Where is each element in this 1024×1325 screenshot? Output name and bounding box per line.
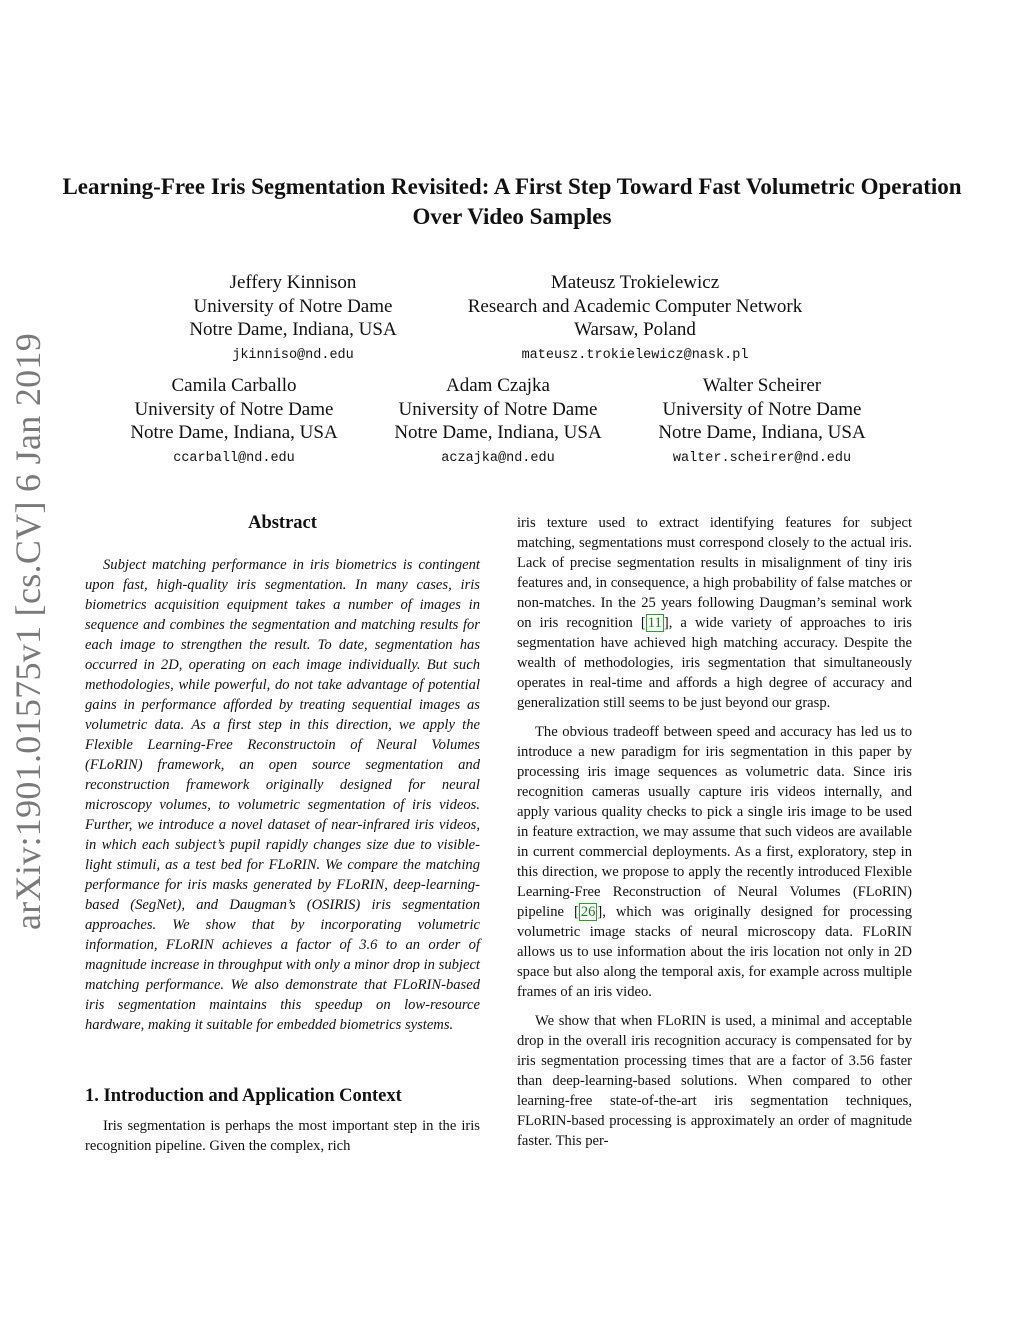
paragraph-text: The obvious tradeoff between speed and accuracy has led us to introduce a new paradigm for iris segmentation in this paper by processing iris image sequences as volumetric data. Since iris recognition cameras usually capture iris videos internally, and apply various quality checks to pick a single iris image to be used in feature extraction, we may assume that such videos are available in current commercial deployments. As a first, exploratory, step in this direction, we propose to apply the recently introduced Flexible Learning-Free Reconstruction of Neural Volumes (FLoRIN) pipeline [ [517, 724, 912, 920]
author-location: Warsaw, Poland [574, 319, 696, 340]
author-name: Mateusz Trokielewicz [550, 272, 720, 293]
author-affiliation: University of Notre Dame [193, 295, 393, 317]
author-block-3 [115, 374, 353, 470]
body-paragraph [517, 513, 912, 713]
author-block-1 [175, 271, 411, 367]
paper-title: Learning-Free Iris Segmentation Revisited: A First Step Toward Fast Volumetric Operation Over Video Samples [62, 174, 962, 229]
body-paragraph: We show that when FLoRIN is used, a minimal and acceptable drop in the overall iris recognition accuracy is compensated for by iris segmentation processing times that are a factor of 3.56 faster than deep-learning-based solutions. When compared to other learning-free state-of-the-art iris segmentation techniques, FLoRIN-based processing is approximately an order of magnitude faster. This per- [517, 1013, 912, 1149]
author-name: Walter Scheirer [702, 375, 822, 396]
author-email[interactable]: ccarball@nd.edu [173, 450, 295, 466]
author-block-5 [643, 374, 881, 470]
paragraph-text: ], a wide variety of approaches to iris segmentation have achieved high matching accuracy. Despite the wealth of methodologies, iris segmentation that simultaneously operates in real-time and affords a high degree of accuracy and generalization still seems to be just beyond our grasp. [517, 615, 912, 711]
right-column [517, 513, 912, 1160]
author-name: Adam Czajka [446, 375, 550, 396]
author-affiliation: University of Notre Dame [662, 398, 862, 420]
author-affiliation: University of Notre Dame [398, 398, 598, 420]
introduction-heading: 1. Introduction and Application Context [85, 1086, 402, 1106]
paragraph-text: iris texture used to extract identifying features for subject matching, segmentations must correspond closely to the actual iris. Lack of precise segmentation results in misalignment of tiny iris features and, in consequence, a high probability of false matches or non-matches. In the 25 years following Daugman’s seminal work on iris recognition [ [517, 515, 912, 631]
author-affiliation: University of Notre Dame [134, 398, 334, 420]
introduction-paragraph: Iris segmentation is perhaps the most important step in the iris recognition pipeline. Given the complex, rich [85, 1118, 480, 1154]
author-location: Notre Dame, Indiana, USA [658, 422, 866, 443]
abstract-heading: Abstract [248, 513, 317, 533]
author-location: Notre Dame, Indiana, USA [130, 422, 338, 443]
author-block-4 [379, 374, 617, 470]
author-email[interactable]: aczajka@nd.edu [441, 450, 555, 466]
author-name: Jeffery Kinnison [229, 272, 357, 293]
author-location: Notre Dame, Indiana, USA [189, 319, 397, 340]
author-block-2 [445, 271, 825, 367]
author-email[interactable]: walter.scheirer@nd.edu [672, 450, 852, 466]
body-paragraph [517, 722, 912, 1002]
left-column [85, 510, 480, 1156]
arxiv-identifier-stamp: arXiv:1901.01575v1 [cs.CV] 6 Jan 2019 [8, 332, 48, 930]
author-location: Notre Dame, Indiana, USA [394, 422, 602, 443]
introduction-section [85, 1083, 480, 1156]
citation-link[interactable]: 11 [647, 615, 662, 631]
author-email[interactable]: mateusz.trokielewicz@nask.pl [521, 347, 749, 363]
abstract-body: Subject matching performance in iris biometrics is contingent upon fast, high-quality iris segmentation. In many cases, iris biometrics acquisition equipment takes a number of images in sequence and combines the segmentation and matching results for each image to strengthen the result. To date, segmentation has occurred in 2D, operating on each image individually. But such methodologies, while powerful, do not take advantage of potential gains in performance afforded by treating sequential images as volumetric data. As a first step in this direction, we apply the Flexible Learning-Free Reconstructoin of Neural Volumes (FLoRIN) framework, an open source segmentation and reconstruction framework originally designed for neural microscopy volumes, to volumetric segmentation of iris videos. Further, we introduce a novel dataset of near-infrared iris videos, in which each subject’s pupil rapidly changes size due to visible-light stimuli, as a test bed for FLoRIN. We compare the matching performance for iris masks generated by FLoRIN, deep-learning-based (SegNet), and Daugman’s (OSIRIS) iris segmentation approaches. We show that by incorporating volumetric information, FLoRIN achieves a factor of 3.6 to an order of magnitude increase in throughput with only a minor drop in subject matching performance. We also demonstrate that FLoRIN-based iris segmentation maintains this speedup on low-resource hardware, making it suitable for embedded biometrics systems. [85, 557, 480, 1033]
author-email[interactable]: jkinniso@nd.edu [232, 347, 354, 363]
citation-link[interactable]: 26 [580, 904, 596, 920]
author-affiliation: Research and Academic Computer Network [467, 295, 803, 317]
paragraph-text: ], which was originally designed for processing volumetric image stacks of neural microscopy data. FLoRIN allows us to use information about the iris location not only in 2D space but also along the temporal axis, for example across multiple frames of an iris video. [517, 904, 912, 1000]
author-name: Camila Carballo [171, 375, 297, 396]
